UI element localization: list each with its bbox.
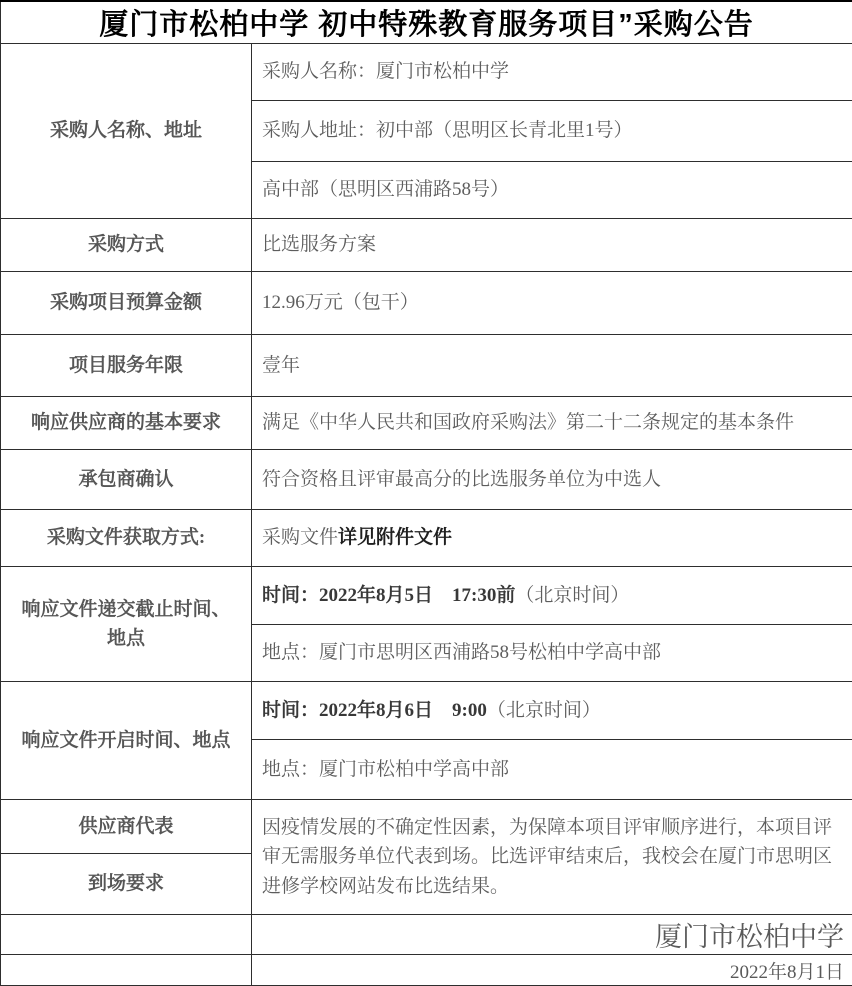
submission-location-cell: 地点：厦门市思明区西浦路58号松柏中学高中部	[252, 625, 852, 682]
method-value-cell: 比选服务方案	[252, 219, 852, 272]
table-row	[1, 510, 852, 567]
page-title: 厦门市松柏中学 初中特殊教育服务项目”采购公告	[1, 1, 852, 44]
table-row	[1, 397, 852, 450]
table-row	[1, 219, 852, 272]
opening-time-normal: （北京时间）	[487, 700, 601, 721]
budget-value-cell: 12.96万元（包干）	[252, 272, 852, 335]
purchaser-label: 采购人名称、地址	[1, 44, 252, 219]
requirements-value-cell: 满足《中华人民共和国政府采购法》第二十二条规定的基本条件	[252, 397, 852, 450]
submission-time-bold: 时间：2022年8月5日 17:30前	[262, 585, 515, 606]
empty-cell	[1, 955, 252, 986]
representative-label-line1: 供应商代表	[1, 800, 252, 854]
table-row	[1, 800, 852, 854]
footer-date-row	[1, 955, 852, 986]
representative-value-cell: 因疫情发展的不确定性因素，为保障本项目评审顺序进行，本项目评审无需服务单位代表到场。比选评审结束后，我校会在厦门市思明区进修学校网站发布比选结果。	[252, 800, 852, 915]
submission-label: 响应文件递交截止时间、地点	[1, 567, 252, 682]
requirements-label: 响应供应商的基本要求	[1, 397, 252, 450]
submission-time-normal: （北京时间）	[515, 585, 629, 606]
duration-label: 项目服务年限	[1, 335, 252, 397]
opening-location-cell: 地点：厦门市松柏中学高中部	[252, 740, 852, 800]
budget-label: 采购项目预算金额	[1, 272, 252, 335]
footer-date: 2022年8月1日	[252, 955, 852, 986]
title-row	[1, 1, 852, 44]
table-row	[1, 335, 852, 397]
table-row	[1, 44, 852, 101]
submission-time-cell	[252, 567, 852, 625]
purchaser-address2-cell: 高中部（思明区西浦路58号）	[252, 162, 852, 219]
table-row	[1, 682, 852, 740]
opening-time-cell	[252, 682, 852, 740]
confirmation-label: 承包商确认	[1, 450, 252, 510]
opening-time-bold: 时间：2022年8月6日 9:00	[262, 700, 487, 721]
footer-org-row	[1, 915, 852, 955]
footer-organization: 厦门市松柏中学	[252, 915, 852, 955]
table-row	[1, 567, 852, 625]
purchaser-name-cell: 采购人名称：厦门市松柏中学	[252, 44, 852, 101]
table-row	[1, 272, 852, 335]
confirmation-value-cell: 符合资格且评审最高分的比选服务单位为中选人	[252, 450, 852, 510]
empty-cell	[1, 915, 252, 955]
doc-access-bold-text: 详见附件文件	[338, 527, 452, 548]
representative-label-line2: 到场要求	[1, 854, 252, 915]
doc-access-value-cell	[252, 510, 852, 567]
duration-value-cell: 壹年	[252, 335, 852, 397]
table-row	[1, 450, 852, 510]
doc-access-label: 采购文件获取方式:	[1, 510, 252, 567]
method-label: 采购方式	[1, 219, 252, 272]
doc-access-prefix: 采购文件	[262, 527, 338, 548]
opening-label: 响应文件开启时间、地点	[1, 682, 252, 800]
purchaser-address1-cell: 采购人地址：初中部（思明区长青北里1号）	[252, 101, 852, 162]
